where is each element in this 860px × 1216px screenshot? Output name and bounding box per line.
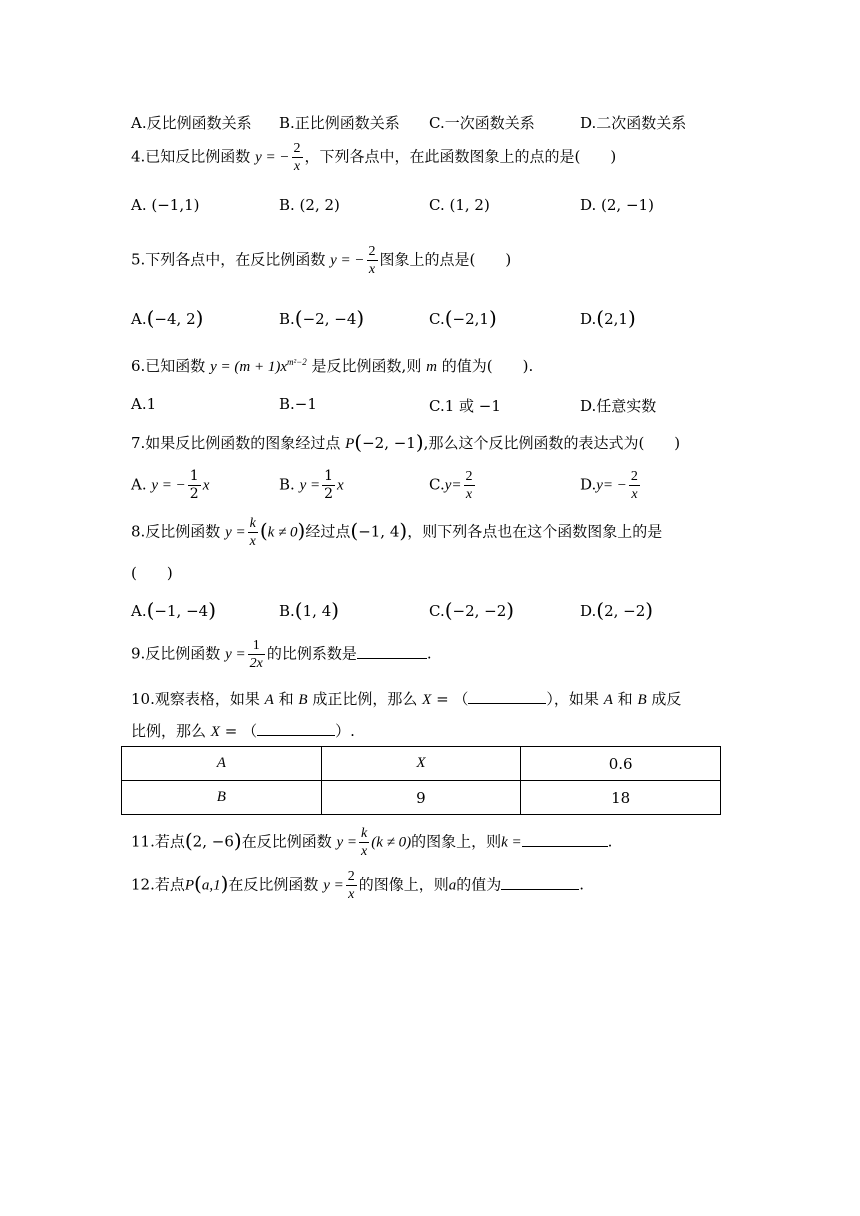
question-4 — [131, 140, 616, 175]
q6-option-a: A.1 — [131, 395, 157, 413]
q5-option-d: D.(2,1) — [580, 306, 636, 330]
q11-answer-blank — [522, 832, 608, 847]
question-6: 6.已知函数 $y = (m + 1)x^{m^2-2}$ 是反比例函数,则 m 的值为( ). — [131, 357, 534, 375]
q5-suffix: 图象上的点是( ) — [379, 250, 512, 269]
q6-option-b: B.−1 — [279, 395, 317, 413]
q3-option-c: C.一次函数关系 — [429, 114, 535, 132]
q8-option-b: B.(1, 4) — [279, 598, 340, 622]
table-cell: X — [321, 747, 521, 781]
q9-answer-blank — [357, 644, 427, 659]
q7-option-b: B. y = $\frac{1}{2}$ x — [279, 468, 344, 502]
q7-point: −2, −1 — [362, 434, 416, 452]
question-5 — [131, 243, 511, 278]
q3-option-d: D.二次函数关系 — [580, 114, 687, 132]
q5-fraction: $\frac{2}{x}$ — [368, 244, 376, 277]
table-row — [122, 781, 721, 815]
q4-option-b: B. (2, 2) — [279, 196, 340, 214]
q4-suffix: ，下列各点中，在此函数图象上的点的是( ) — [304, 147, 617, 166]
q9-fraction: $\frac{1}{2x}$ — [249, 638, 263, 671]
q10-answer-blank-2 — [257, 721, 335, 736]
question-7: 7.如果反比例函数的图象经过点 P(−2, −1),那么这个反比例函数的表达式为( ) — [131, 430, 681, 454]
q4-option-c: C. (1, 2) — [429, 196, 490, 214]
q7-option-c: C.y= $\frac{2}{x}$ — [429, 469, 473, 502]
ratio-table — [121, 746, 721, 815]
question-8: 8.反比例函数 y = $\frac{k}{x}$ (k ≠ 0)经过点(−1, 4)，则下列各点也在这个函数图象上的是 — [131, 516, 663, 549]
table-cell: 18 — [521, 781, 721, 815]
q6-option-d: D.任意实数 — [580, 397, 657, 415]
q5-option-a: A.(−4, 2) — [131, 306, 204, 330]
q8-option-a: A.(−1, −4) — [131, 598, 216, 622]
q4-option-a: A. (−1,1) — [131, 196, 200, 214]
table-cell: 9 — [321, 781, 521, 815]
q6-option-c: C.1 或 −1 — [429, 397, 501, 415]
q4-option-d: D. (2, −1) — [580, 196, 654, 214]
q6-function: $y = (m + 1)x^{m^2-2}$ — [210, 357, 307, 375]
q12-answer-blank — [501, 875, 579, 890]
q3-option-a: A.反比例函数关系 — [131, 114, 252, 132]
q4-prefix: 4.已知反比例函数 — [131, 147, 251, 166]
q4-function-lhs: y = − — [255, 149, 290, 166]
table-row — [122, 747, 721, 781]
q5-prefix: 5.下列各点中，在反比例函数 — [131, 250, 326, 269]
q8-fraction: $\frac{k}{x}$ — [249, 516, 256, 549]
q8-option-c: C.(−2, −2) — [429, 598, 515, 622]
table-cell: A — [122, 747, 322, 781]
q7-option-d: D.y= − $\frac{2}{x}$ — [580, 469, 638, 502]
q12-fraction: $\frac{2}{x}$ — [347, 869, 355, 902]
question-12: 12.若点P(a,1)在反比例函数 y = $\frac{2}{x}$ 的图像上，则a的值为 . — [131, 869, 585, 902]
q5-option-c: C.(−2,1) — [429, 306, 497, 330]
q11-fraction: $\frac{k}{x}$ — [361, 826, 368, 859]
question-10: 10.观察表格，如果 A 和 B 成正比例，那么 X = （ ），如果 A 和 B 成反 — [131, 690, 682, 708]
question-10-line-2: 比例，那么 X = （ ）. — [131, 722, 355, 740]
question-11: 11.若点(2, −6)在反比例函数 y = $\frac{k}{x}$ (k ≠ 0)的图象上，则k = . — [131, 826, 613, 859]
question-9: 9.反比例函数 y = $\frac{1}{2x}$ 的比例系数是 . — [131, 638, 432, 671]
q10-answer-blank-1 — [468, 689, 546, 704]
table-cell: B — [122, 781, 322, 815]
q4-fraction: $\frac{2}{x}$ — [293, 141, 301, 174]
q3-option-b: B.正比例函数关系 — [279, 114, 400, 132]
table-cell: 0.6 — [521, 747, 721, 781]
q7-option-a: A. y = − $\frac{1}{2}$ x — [131, 468, 210, 502]
q5-option-b: B.(−2, −4) — [279, 306, 365, 330]
question-8-line-2: ( ) — [131, 564, 173, 582]
q5-function-lhs: y = − — [330, 252, 365, 269]
q8-option-d: D.(2, −2) — [580, 598, 654, 622]
